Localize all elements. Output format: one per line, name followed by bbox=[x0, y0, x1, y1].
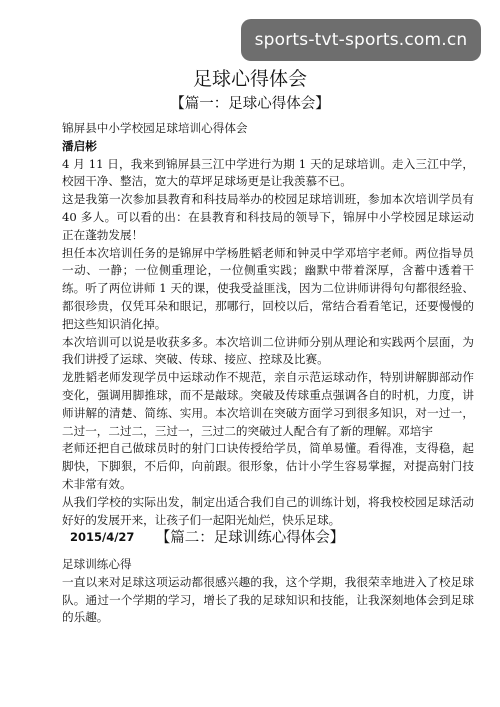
article-subtitle: 足球训练心得 bbox=[62, 557, 132, 571]
watermark-banner: sports-tvt-sports.com.cn bbox=[241, 19, 481, 61]
article-date: 2015/4/27 bbox=[70, 530, 135, 545]
paragraph: 龙胜韬老师发现学员中运球动作不规范，亲自示范运球动作，特别讲解脚部动作变化，强调用脚推球，而不是敲球。突破及传球重点强调各自的时机，力度，讲师讲解的清楚、简练、实用。本次培训在突破方面学习到很多知识，对一过一，二过一，二过二，三过一，三过二的突破过人配合有了新的理解。邓培宇 bbox=[62, 370, 474, 438]
paragraph: 老师还把自己做球员时的射门口诀传授给学员，简单易懂。看得准，支得稳，起脚快，下脚狠，不后仰，向前跟。很形象，估计小学生容易掌握，对提高射门技术非常有效。 bbox=[62, 441, 474, 491]
article-subtitle: 锦屏县中小学校园足球培训心得体会 bbox=[62, 121, 248, 135]
article-author: 潘启彬 bbox=[62, 138, 97, 153]
section-heading-1: 【篇一：足球心得体会】 bbox=[170, 96, 330, 112]
paragraph: 4 月 11 日，我来到锦屏县三江中学进行为期 1 天的足球培训。走入三江中学，校园干净、整洁，宽大的草坪足球场更是让我羡慕不已。 bbox=[62, 156, 474, 189]
paragraph: 一直以来对足球这项运动都很感兴趣的我，这个学期，我很荣幸地进入了校足球队。通过一个学期的学习，增长了我的足球知识和技能，让我深刻地体会到足球的乐趣。 bbox=[62, 574, 474, 625]
paragraph: 担任本次培训任务的是锦屏中学杨胜韬老师和钟灵中学邓培宇老师。两位指导员一动、一静；一位侧重理论，一位侧重实践；幽默中带着深厚，含蓄中透着干练。听了两位讲师 1 天的课，使我受益匪浅，因为二位讲师讲得句句都很经验、都很珍贵，仅凭耳朵和眼记，那哪行，回校以后，常结合看看笔记，还要慢慢的把这些知识消化掉。 bbox=[62, 245, 474, 331]
paragraph: 这是我第一次参加县教育和科技局举办的校园足球培训班，参加本次培训学员有 40 多人。可以看的出：在县教育和科技局的领导下，锦屏中小学校园足球运动正在蓬勃发展！ bbox=[62, 192, 474, 242]
paragraph: 从我们学校的实际出发，制定出适合我们自己的训练计划，将我校校园足球活动好好的发展开来，让孩子们一起阳光灿烂，快乐足球。 bbox=[62, 494, 474, 527]
section-heading-2: 【篇二：足球训练心得体会】 bbox=[155, 530, 345, 546]
article-body-2 bbox=[62, 556, 474, 627]
paragraph: 本次培训可以说是收获多多。本次培训二位讲师分别从理论和实践两个层面，为我们讲授了运球、突破、传球、接应、控球及比赛。 bbox=[62, 334, 474, 367]
article-body-1 bbox=[62, 120, 474, 547]
page-title: 足球心得体会 bbox=[192, 68, 307, 90]
